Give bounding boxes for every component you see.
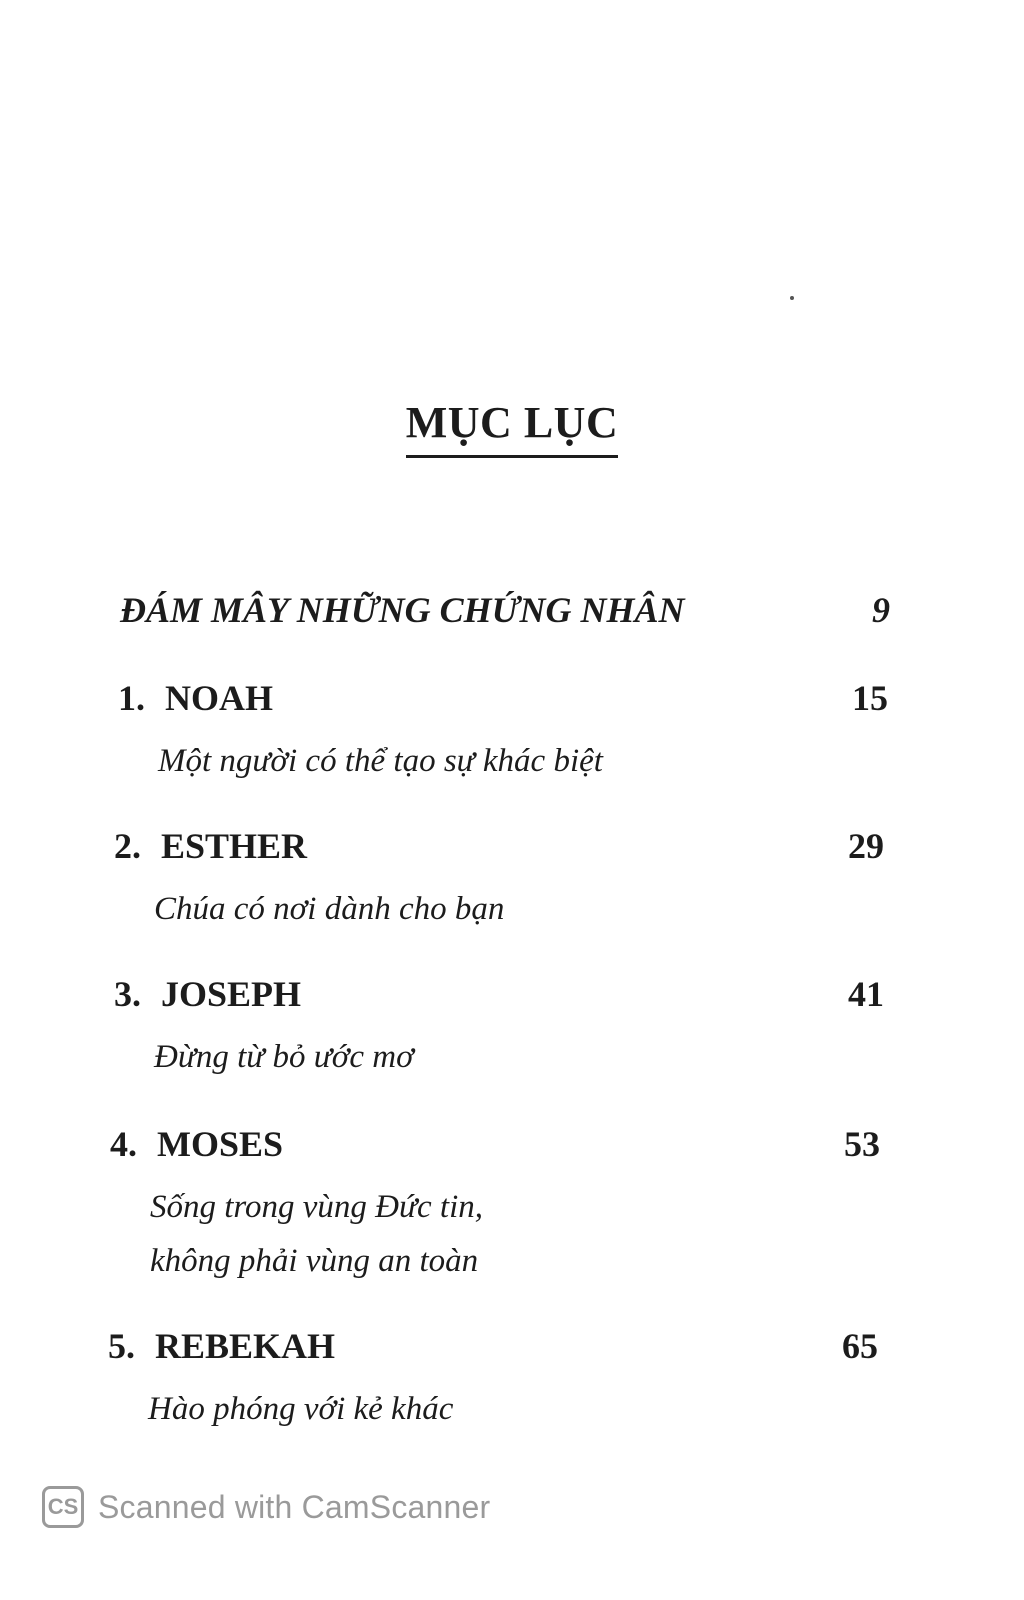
subtitle-line: Chúa có nơi dành cho bạn — [154, 891, 505, 927]
chapter-heading — [114, 976, 301, 1012]
chapter-subtitle — [114, 1030, 884, 1084]
chapter-page-number: 65 — [842, 1326, 878, 1366]
toc-entry-heading — [110, 1126, 880, 1162]
subtitle-line: Hào phóng với kẻ khác — [148, 1391, 454, 1427]
toc-entry-joseph — [114, 976, 884, 1084]
chapter-heading — [114, 828, 307, 864]
chapter-page-number: 29 — [848, 826, 884, 866]
chapter-number: 5. — [108, 1326, 135, 1366]
chapter-name: MOSES — [157, 1124, 284, 1164]
chapter-name: REBEKAH — [155, 1326, 336, 1366]
preface-page-number: 9 — [872, 590, 890, 630]
chapter-name: JOSEPH — [161, 974, 302, 1014]
page-title-text: MỤC LỤC — [406, 401, 618, 458]
toc-entry-noah — [118, 680, 888, 788]
toc-entry-esther — [114, 828, 884, 936]
toc-entry-rebekah — [108, 1328, 878, 1436]
toc-entry-moses — [110, 1126, 880, 1288]
camscanner-watermark — [42, 1486, 490, 1528]
subtitle-line: Đừng từ bỏ ước mơ — [154, 1039, 414, 1075]
subtitle-line: Sống trong vùng Đức tin, — [150, 1189, 483, 1225]
chapter-subtitle — [110, 1180, 880, 1288]
chapter-name: ESTHER — [161, 826, 308, 866]
chapter-heading — [108, 1328, 335, 1364]
toc-entry-heading — [114, 976, 884, 1012]
chapter-subtitle — [108, 1382, 878, 1436]
chapter-page-number: 15 — [852, 678, 888, 718]
watermark-text: Scanned with CamScanner — [98, 1488, 491, 1525]
page-title — [0, 398, 1024, 458]
chapter-number: 2. — [114, 826, 141, 866]
chapter-number: 1. — [118, 678, 145, 718]
subtitle-line: Một người có thể tạo sự khác biệt — [158, 743, 603, 779]
preface-label: ĐÁM MÂY NHỮNG CHỨNG NHÂN — [120, 590, 685, 630]
chapter-subtitle — [118, 734, 888, 788]
chapter-heading — [110, 1126, 283, 1162]
camscanner-logo-icon: CS — [42, 1486, 84, 1528]
toc-entry-heading — [108, 1328, 878, 1364]
toc-entry-heading — [118, 680, 888, 716]
chapter-page-number: 53 — [844, 1124, 880, 1164]
scan-speck — [790, 296, 794, 300]
subtitle-line: không phải vùng an toàn — [150, 1243, 479, 1279]
chapter-subtitle — [114, 882, 884, 936]
chapter-number: 3. — [114, 974, 141, 1014]
toc-preface-entry — [120, 592, 890, 628]
chapter-page-number: 41 — [848, 974, 884, 1014]
chapter-name: NOAH — [165, 678, 273, 718]
chapter-number: 4. — [110, 1124, 137, 1164]
toc-entry-heading — [114, 828, 884, 864]
chapter-heading — [118, 680, 273, 716]
